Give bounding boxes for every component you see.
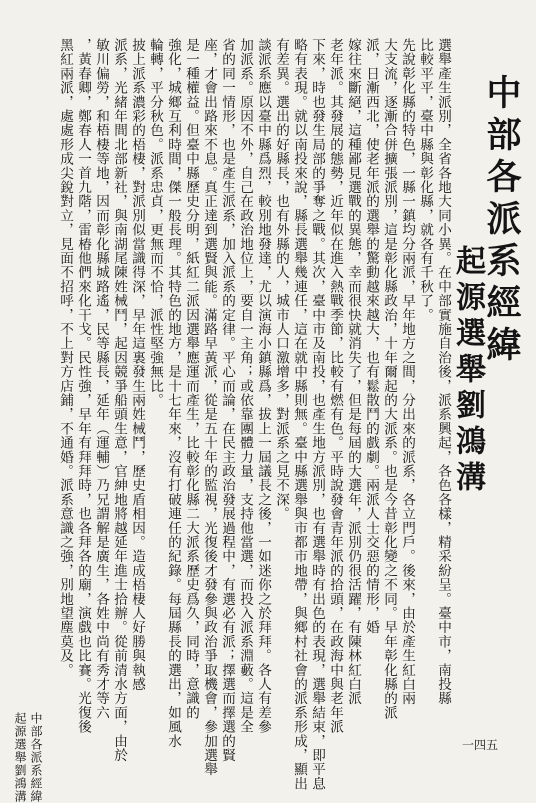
text-column-21: ，黃春卿，鄭春人一首九階，雷椿他們來化干戈。民性強，早年有拜拜時，也各拜各的廟，演戲也比賽。光復後 bbox=[75, 38, 91, 734]
text-column-16: 強化，城鄉互利時間，傑一般長理。其特色的地方，是十七年來，沒有打破連任的紀錄。每屆縣長的選出，如風水 bbox=[165, 38, 181, 748]
text-column-13: 省的同一情形，也是產生派系，加入派系的定律。平心而論，在民主政治發展過程中，有選必有派；擇選而擇選的賢 bbox=[219, 38, 235, 763]
text-column-8: 下來，時也發生局部的爭奪之戰。其次，臺中市及南投，也產生地方派別，也有選舉時有出色的表現，選舉結束，即平息 bbox=[309, 38, 325, 791]
text-column-18: 披上派系濃彩的梧棲，對派別似當識得深，早年這裏發生兩姓械鬥，歷史盾相因。造成梧棲人好勝與執感 bbox=[129, 38, 145, 692]
text-column-11: 談派系應以臺中縣爲烈，較別地發達，尤以演海小鎮縣爲，拔上一屆議長之後，一如迷你之於拜拜。各人有差參 bbox=[255, 38, 271, 734]
page-number: 一四五 bbox=[461, 738, 498, 752]
article-title: 中部各派系經緯 bbox=[481, 74, 522, 368]
text-column-1: 選舉產生派別，全省各地大同小異。在中部實施自治後，派系興起，各色各樣，精采紛呈。臺中市，南投縣 bbox=[435, 38, 451, 706]
text-column-15: 是一種權益。但臺中縣歷史分明，紙紅二派因選舉應運而產生，比較彰化縣二大派系歷史爲久，同時，意識的 bbox=[183, 38, 199, 720]
text-column-12: 加派系。原因不外，自己在政治地位上，要自一主角；或依靠團體力量，支持他當選，而投入派系淵藪。這是全 bbox=[237, 38, 253, 734]
text-column-10: 有差異。選出的好縣長，也有外縣的人，城市人口激增多，對派系之見不深。 bbox=[273, 38, 289, 521]
text-column-3: 先說彰化縣的特色，一縣一鎮均分兩派，早年地方之間，分出來的派系，各立門戶。後來，由於產生紅白兩 bbox=[399, 38, 415, 706]
text-column-5: 派，日漸西北，使老年派的選舉的驚動越來越大，也有鬆散鬥的戲劇。兩派人士交惡的情形，婚 bbox=[363, 38, 379, 635]
text-column-20: 敏川偏勞，和梧棲等地，因而彰化縣城路遙，民等縣長，延年（運輔）乃兄謂解是廣生，各姓中尚有秀才等六 bbox=[93, 38, 109, 720]
text-column-9: 略有表現。就以南投來說，縣長選舉幾連任，這在就中縣則無。臺中縣選舉與市都市地帶，與鄉村社會的派系形成，顯出 bbox=[291, 38, 307, 791]
text-column-17: 輪轉，平分秋色。派系忠貞，更無而不恰，派性堅強無比。 bbox=[147, 38, 163, 408]
text-column-19: 派系，光緒年間北部新社，與南湖尾陳姓械鬥，起因競爭船頭生意，官紳地將越延年進士拾辦。從前清水方面，由於 bbox=[111, 38, 127, 763]
text-column-2: 比較平平，臺中縣與彰化縣，就各有千秋了。 bbox=[417, 38, 433, 322]
text-column-4: 大支流，逐漸合併擴張派別，這是彰化縣政治，十年爾起的大派系。也是今昔彰化變之不同。早年彰化縣的派 bbox=[381, 38, 397, 720]
text-column-22: 黑紅兩派，處處形成尖銳對立，見面不招呼，不上對方店鋪，不通婚。派系意識之強，別地望塵莫及。 bbox=[57, 38, 73, 677]
footer-section-label: 中部各派系經緯 bbox=[29, 712, 43, 803]
text-column-6: 嫁往來斷絕，這種鄙見選戰的異態，幸而很快就消失了，但是每屆的大選年，派別仍很活躍，有陳林紅白派 bbox=[345, 38, 361, 706]
article-subtitle: 起源選舉劉鴻溝 bbox=[450, 245, 485, 497]
footer-running-title: 起源選舉劉鴻溝 bbox=[13, 712, 27, 803]
text-column-14: 座，才會出路來不息。真正達到選賢與能。滿路早黃派，從是五十年的監視，光復後才發參與政治爭取機會，參加選舉 bbox=[201, 38, 217, 777]
text-column-7: 老年派。其發展的態勢，近年似在進入熱戰季節，比較有燃有色。平時說發會青年派的拾頭，在政海中與老年派 bbox=[327, 38, 343, 734]
